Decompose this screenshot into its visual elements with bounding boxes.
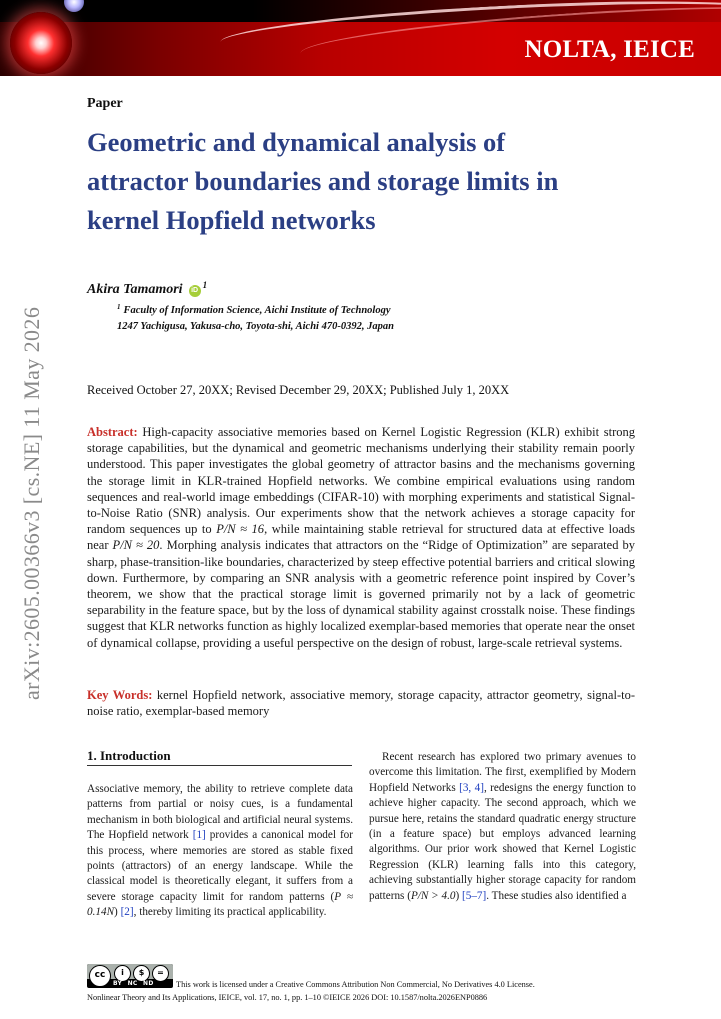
banner-glowing-orb bbox=[10, 12, 72, 74]
abstract-text: . Morphing analysis indicates that attractors on the “Ridge of Optimization” are separated by sharp, phase-transition-like boundaries, characterized by steep effective potential barriers and critical slowing down. Furthermore, by comparing an SNR analysis with a geometric reference point inspired by Cover’s theorem, we show that the practical storage limit is governed primarily not by a lack of geometric separability in the feature space, but by the loss of dynamical stability against crosstalk noise. These findings suggest that KLR networks function as highly localized exemplar-based memories that operate near the onset of dynamical collapse, providing a useful perspective on the design of robust, large-scale retrieval systems. bbox=[87, 538, 635, 650]
abstract-text: High-capacity associative memories based on Kernel Logistic Regression (KLR) exhibit strong storage capabilities, but the dynamical and geometric mechanisms underlying their stability remain poorly understood. This paper investigates the global geometry of attractor basins and the mechanisms governing the storage limit in KLR-trained Hopfield networks. We combine empirical evaluations using random sequences and real-world image embeddings (CIFAR-10) with morphing experiments and statistical Signal-to-Noise Ratio (SNR) analysis. Our experiments show that the network achieves a storage capacity for random sequences up to bbox=[87, 425, 635, 537]
body-text: ) bbox=[114, 906, 121, 919]
body-text: Recent research has explored two primary avenues to overcome this limitation. The first, exemplified by Modern Hopfield Networks bbox=[369, 751, 636, 794]
abstract-math: P/N ≈ 20 bbox=[112, 538, 160, 553]
abstract-math: P/N ≈ 16 bbox=[216, 522, 265, 537]
affiliation-address: 1247 Yachigusa, Yakusa-cho, Toyota-shi, Aichi 470-0392, Japan bbox=[117, 321, 394, 332]
keywords-label: Key Words: bbox=[87, 688, 153, 702]
noderivatives-icon: = bbox=[152, 965, 169, 982]
keywords bbox=[87, 687, 635, 719]
affiliation-superscript: 1 bbox=[117, 303, 121, 311]
creative-commons-badge[interactable] bbox=[87, 964, 173, 988]
affiliation-mark: 1 bbox=[202, 280, 208, 290]
abstract bbox=[87, 424, 635, 651]
cc-badge-labels: BY NC ND bbox=[113, 980, 154, 987]
citation-link[interactable]: [5–7] bbox=[462, 889, 487, 902]
citation-link[interactable]: [3, 4] bbox=[459, 781, 484, 794]
citation-link[interactable]: [1] bbox=[192, 829, 206, 842]
intro-right-column bbox=[369, 750, 636, 904]
body-text: , thereby limiting its practical applicability. bbox=[133, 906, 327, 919]
abstract-label: Abstract: bbox=[87, 425, 138, 439]
keywords-text: kernel Hopfield network, associative memory, storage capacity, attractor geometry, signal-to-noise ratio, exemplar-based memory bbox=[87, 688, 636, 719]
intro-left-column bbox=[87, 782, 353, 921]
affiliation bbox=[117, 299, 394, 335]
section-heading: 1. Introduction bbox=[87, 748, 352, 766]
inline-math: P ≈ 0.14N bbox=[87, 890, 353, 919]
citation-link[interactable]: [2] bbox=[120, 906, 134, 919]
paper-title bbox=[87, 123, 667, 240]
affiliation-institution: Faculty of Information Science, Aichi Institute of Technology bbox=[123, 305, 391, 316]
publication-dates: Received October 27, 20XX; Revised December 29, 20XX; Published July 1, 20XX bbox=[87, 383, 510, 397]
inline-math: P/N > 4.0 bbox=[410, 889, 456, 902]
cc-icon: cc bbox=[89, 965, 111, 987]
noncommercial-icon: $ bbox=[133, 965, 150, 982]
title-line: attractor boundaries and storage limits in bbox=[87, 166, 559, 196]
body-text: . These studies also identified a bbox=[486, 889, 627, 902]
journal-name: NOLTA, IEICE bbox=[524, 36, 695, 63]
title-line: Geometric and dynamical analysis of bbox=[87, 127, 506, 157]
affiliation-line bbox=[117, 299, 394, 319]
body-text: provides a canonical model for this process, where memories are stored as stable fixed points (attractors) of an energy landscape. While the classical model is theoretically elegant, it suffers from a severe storage capacity limit for random patterns ( bbox=[87, 829, 353, 903]
body-text: Associative memory, the ability to retrieve complete data patterns from partial or noisy cues, is a fundamental mechanism in both biological and artificial neural systems. The Hopfield network bbox=[87, 783, 353, 842]
body-text: , redesigns the energy function to achieve higher capacity. The second approach, which we pursue here, retains the standard quadratic energy structure (in a feature space) but employs advanced learning algorithms. Our prior work showed that Kernel Logistic Regression (KLR) learning falls into this category, achieving substantially higher storage capacity for random patterns ( bbox=[369, 781, 636, 902]
body-text: ) bbox=[455, 889, 463, 902]
journal-citation: Nonlinear Theory and Its Applications, IEICE, vol. 17, no. 1, pp. 1–10 ©IEICE 2026 DOI: 10.1587/nolta.2026ENP0886 bbox=[87, 993, 488, 1002]
license-notice: This work is licensed under a Creative Commons Attribution Non Commercial, No Derivatives 4.0 License. bbox=[176, 980, 535, 989]
abstract-text: , while maintaining stable retrieval for structured data at effective loads near bbox=[87, 522, 636, 553]
attribution-icon: i bbox=[114, 965, 131, 982]
title-line: kernel Hopfield networks bbox=[87, 205, 376, 235]
author-name: Akira Tamamori bbox=[87, 282, 183, 297]
journal-banner bbox=[0, 0, 721, 76]
orcid-icon[interactable]: iD bbox=[189, 285, 201, 297]
author-line bbox=[87, 280, 207, 298]
article-type: Paper bbox=[87, 96, 123, 111]
arxiv-identifier[interactable]: arXiv:2605.00366v3 [cs.NE] 11 May 2026 bbox=[19, 306, 44, 700]
